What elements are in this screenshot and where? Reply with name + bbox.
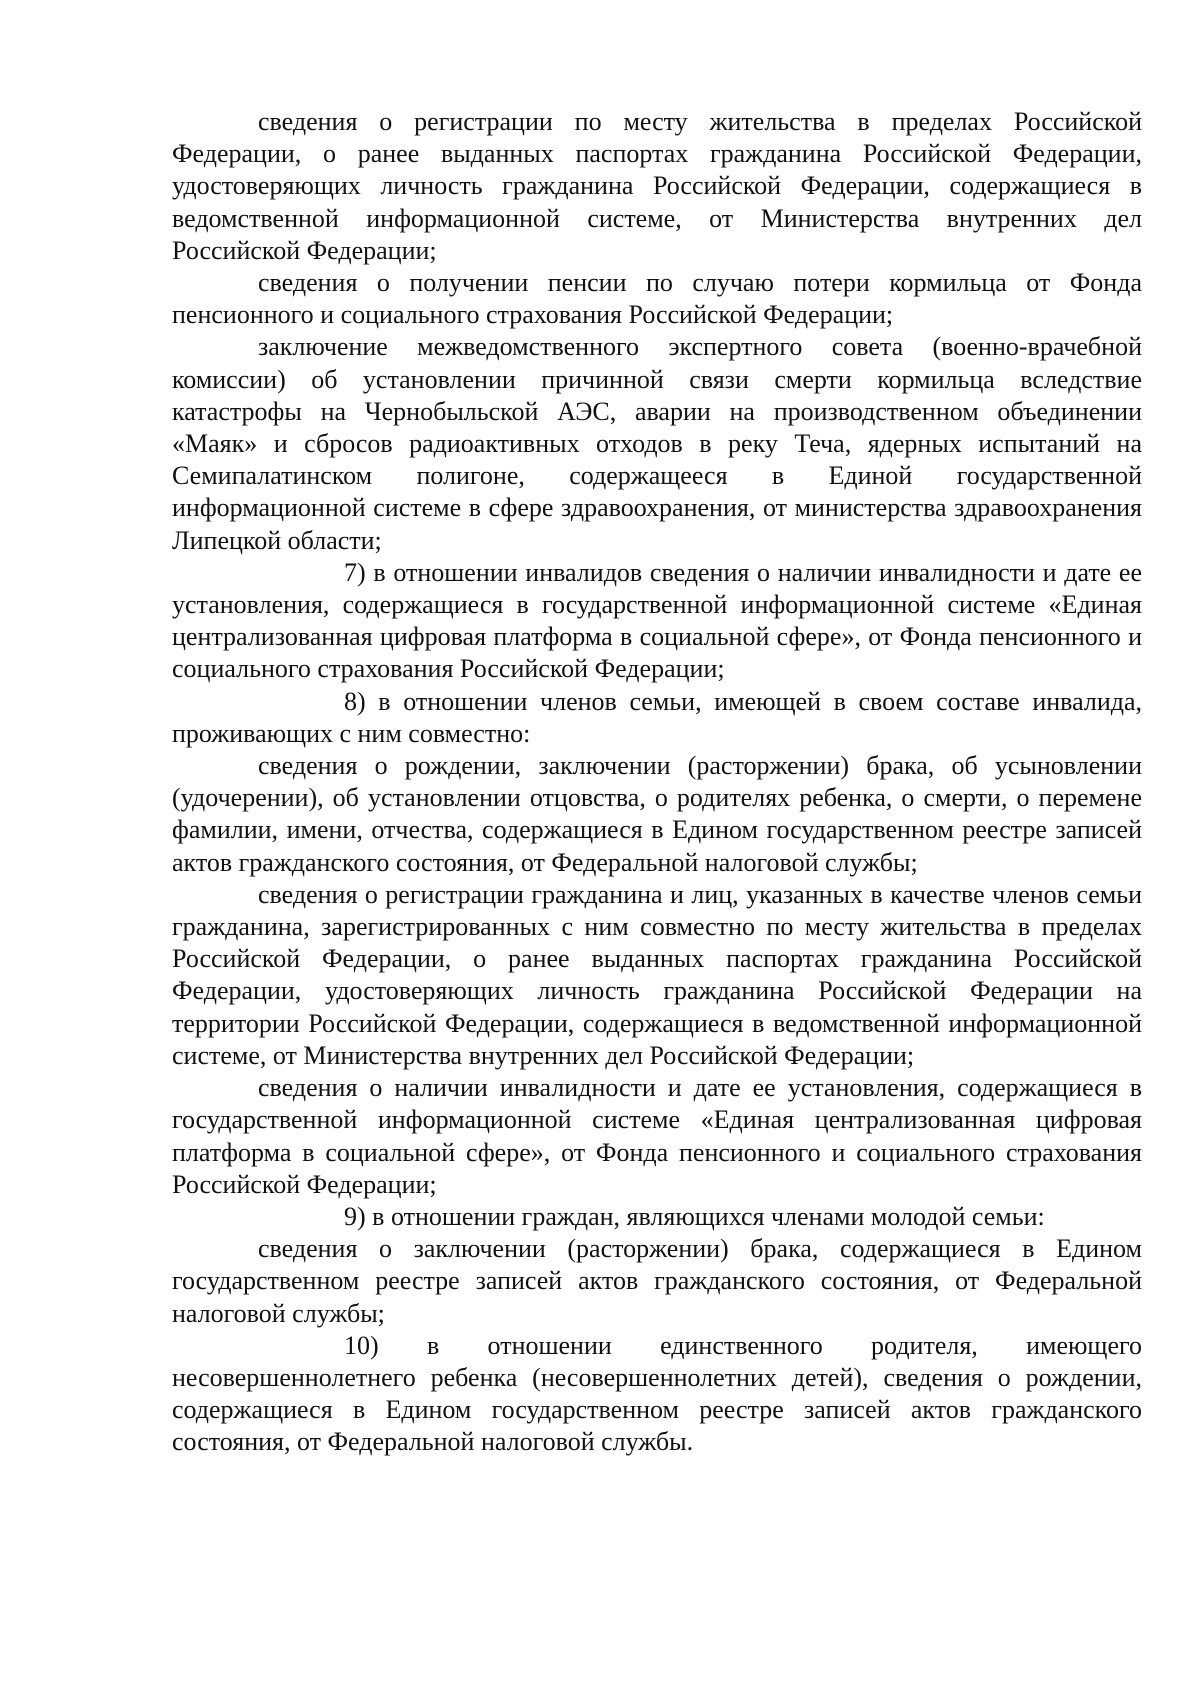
- paragraph: [172, 267, 1142, 331]
- paragraph-text: в отношении членов семьи, имеющей в своем составе инвалида, проживающих с ним совместно:: [172, 686, 1143, 748]
- paragraph-text: заключение межведомственного экспертного совета (военно-врачебной комиссии) об установлении причинной связи смерти кормильца вследствие катастрофы на Чернобыльской АЭС, аварии на производственном объединении «Маяк» и сбросов радиоактивных отходов в реку Теча, ядерных испытаний на Семипалатинском полигоне, содержащееся в Единой государственной информационной системе в сфере здравоохранения, от министерства здравоохранения Липецкой области;: [172, 332, 1142, 555]
- paragraph-text: сведения о рождении, заключении (расторжении) брака, об усыновлении (удочерении), об установлении отцовства, о родителях ребенка, о смерти, о перемене фамилии, имени, отчества, содержащиеся в Едином государственном реестре записей актов гражданского состояния, от Федеральной налоговой службы;: [172, 751, 1142, 877]
- numbered-paragraph: [172, 557, 1142, 686]
- paragraph-text: в отношении инвалидов сведения о наличии инвалидности и дате ее установления, содержащиеся в государственной информационной системе «Единая централизованная цифровая платформа в социальной сфере», от Фонда пенсионного и социального страхования Российской Федерации;: [172, 557, 1142, 684]
- item-number: 8): [344, 686, 366, 716]
- document-page: [172, 106, 1142, 1459]
- numbered-paragraph: [172, 1201, 1142, 1233]
- item-number: 9): [344, 1201, 366, 1231]
- numbered-paragraph: [172, 1330, 1142, 1459]
- paragraph: [172, 106, 1142, 267]
- paragraph-text: в отношении единственного родителя, имеющего несовершеннолетнего ребенка (несовершеннолетних детей), сведения о рождении, содержащиеся в Едином государственном реестре записей актов гражданского состояния, от Федеральной налоговой службы.: [172, 1330, 1142, 1457]
- paragraph-text: сведения о регистрации по месту жительства в пределах Российской Федерации, о ранее выданных паспортах гражданина Российской Федерации, удостоверяющих личность гражданина Российской Федерации, содержащиеся в ведомственной информационной системе, от Министерства внутренних дел Российской Федерации;: [172, 107, 1142, 265]
- item-number: 7): [344, 557, 366, 587]
- item-number: 10): [344, 1330, 379, 1360]
- paragraph: [172, 1233, 1142, 1330]
- paragraph: [172, 750, 1142, 879]
- paragraph: [172, 331, 1142, 556]
- paragraph-text: в отношении граждан, являющихся членами молодой семьи:: [372, 1201, 1045, 1231]
- paragraph: [172, 879, 1142, 1072]
- paragraph-text: сведения о наличии инвалидности и дате ее установления, содержащиеся в государственной информационной системе «Единая централизованная цифровая платформа в социальной сфере», от Фонда пенсионного и социального страхования Российской Федерации;: [172, 1073, 1142, 1199]
- paragraph: [172, 1072, 1142, 1201]
- paragraph-text: сведения о заключении (расторжении) брака, содержащиеся в Едином государственном реестре записей актов гражданского состояния, от Федеральной налоговой службы;: [172, 1234, 1142, 1328]
- paragraph-text: сведения о регистрации гражданина и лиц, указанных в качестве членов семьи гражданина, зарегистрированных с ним совместно по месту жительства в пределах Российской Федерации, о ранее выданных паспортах гражданина Российской Федерации, удостоверяющих личность гражданина Российской Федерации на территории Российской Федерации, содержащиеся в ведомственной информационной системе, от Министерства внутренних дел Российской Федерации;: [172, 879, 1142, 1070]
- paragraph-text: сведения о получении пенсии по случаю потери кормильца от Фонда пенсионного и социального страхования Российской Федерации;: [172, 268, 1142, 330]
- numbered-paragraph: [172, 686, 1142, 750]
